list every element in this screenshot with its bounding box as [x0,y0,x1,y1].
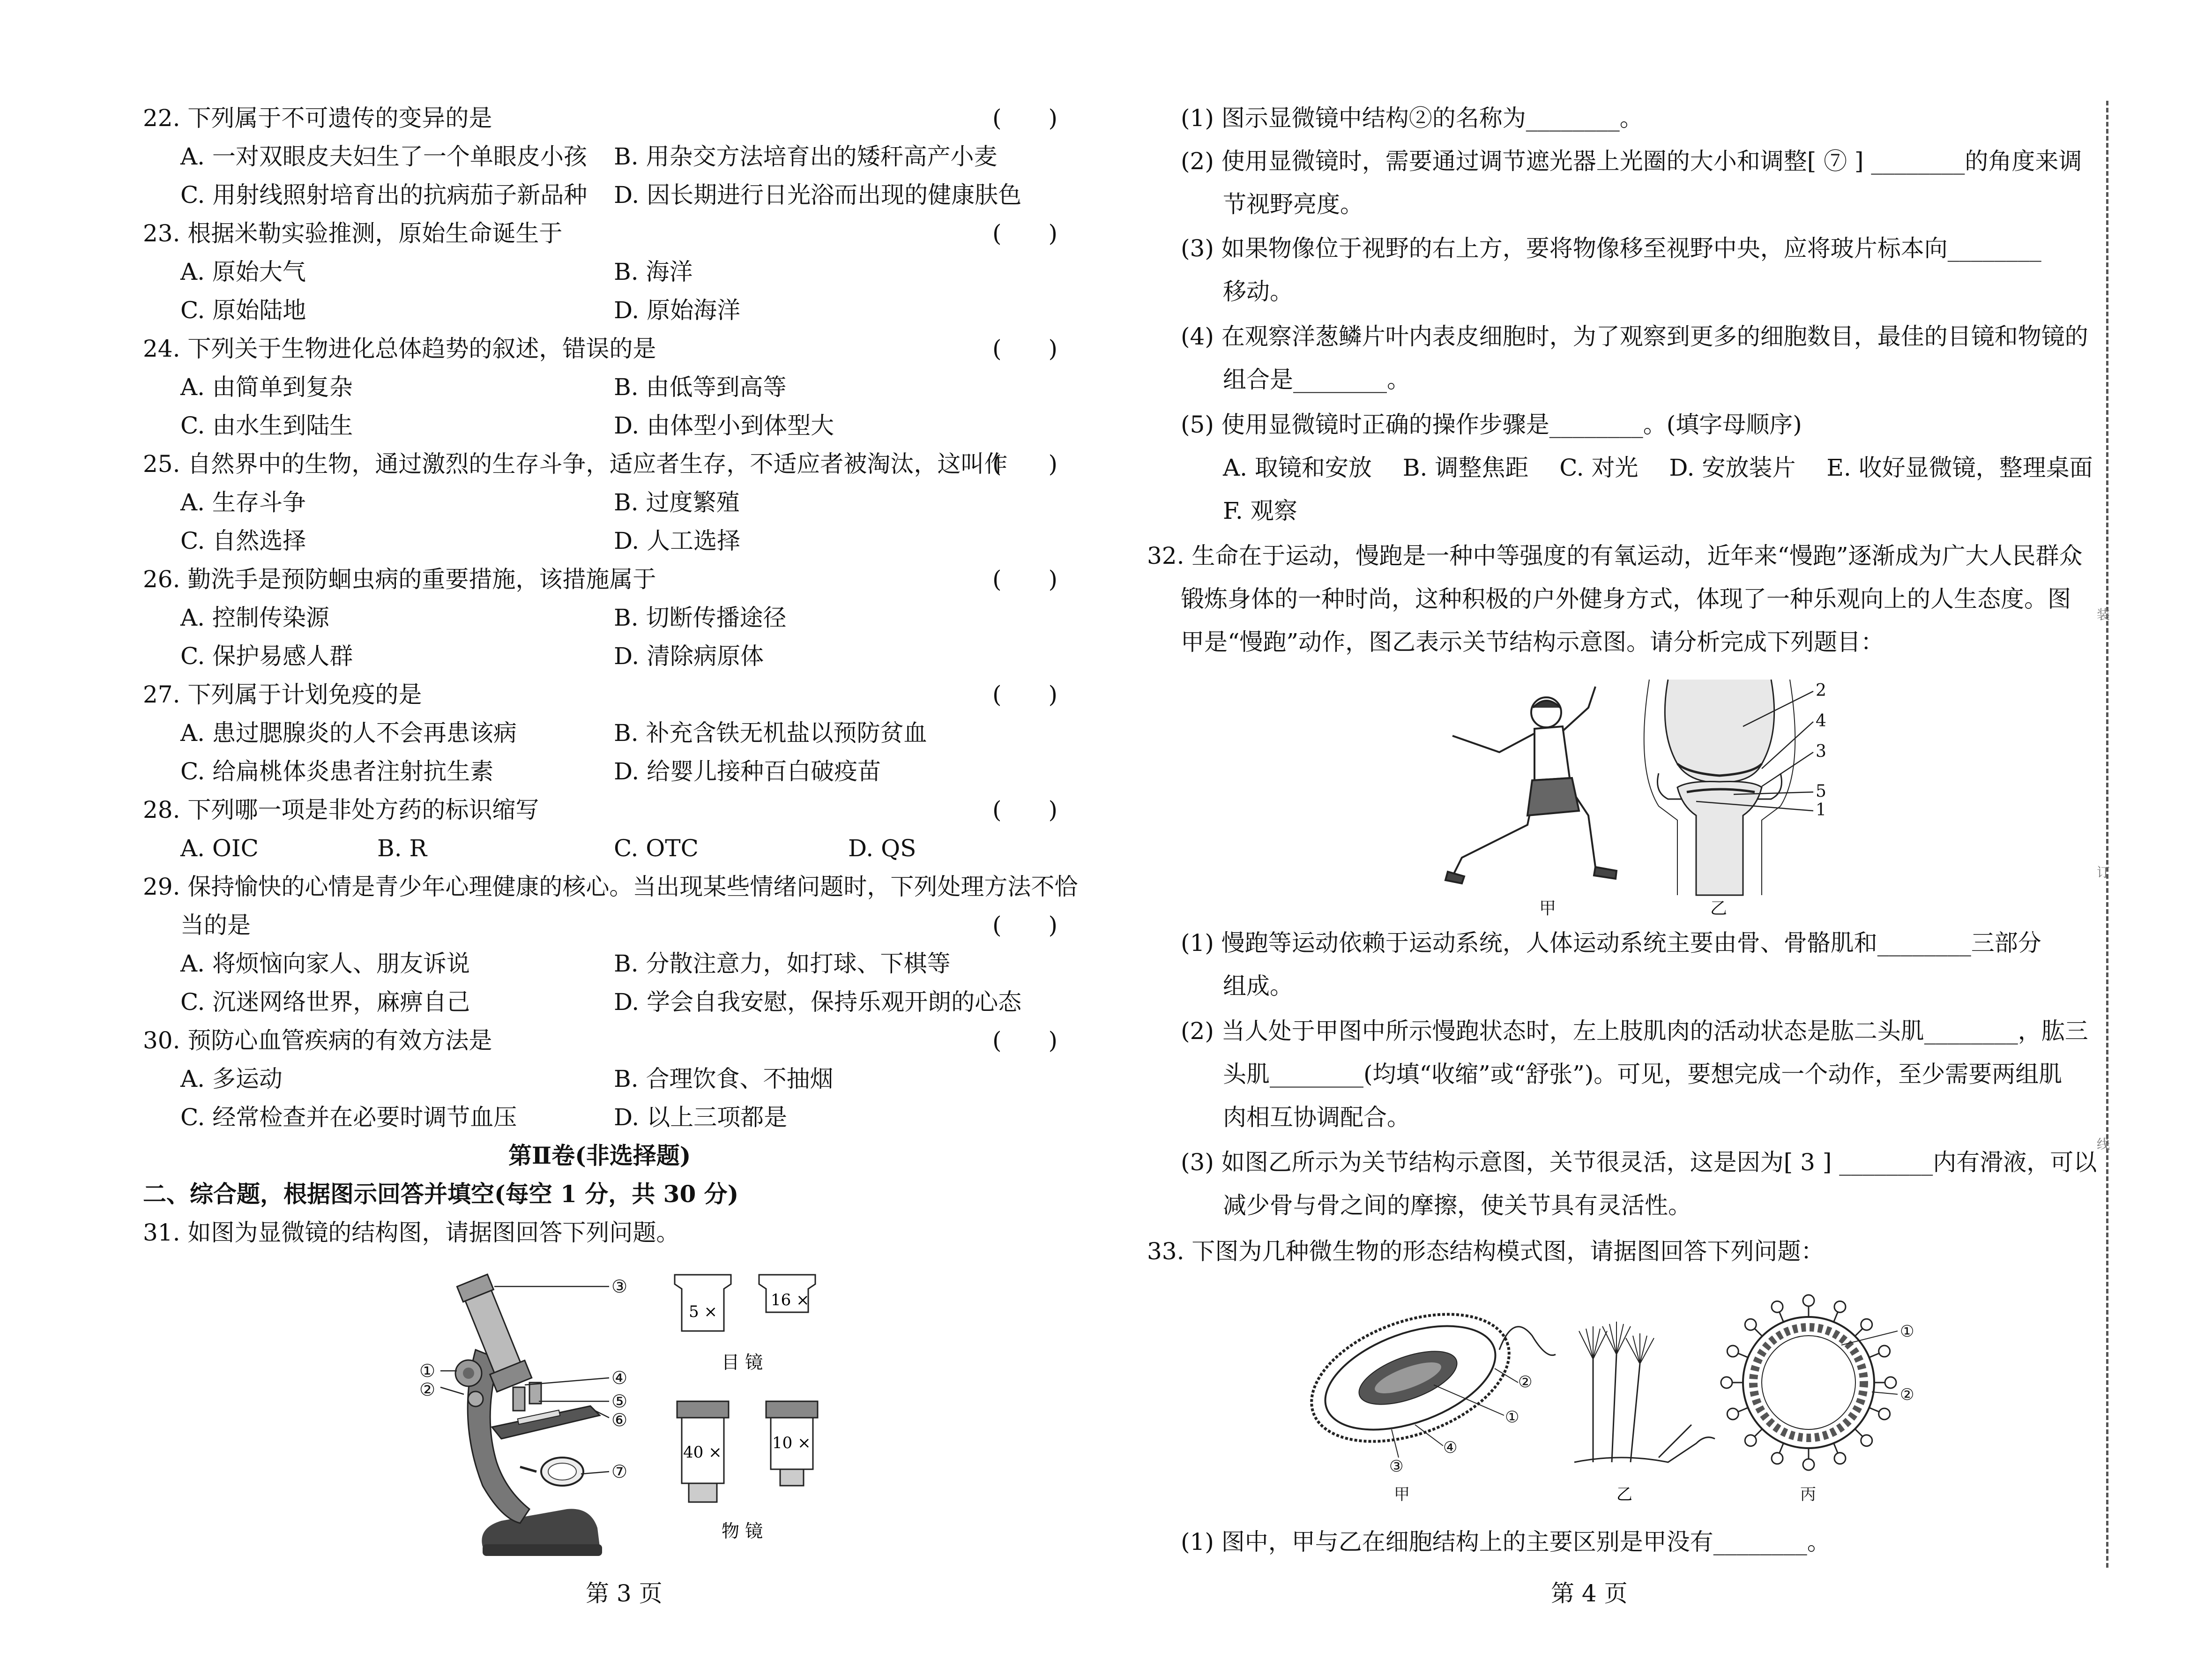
q32-sub2: (2) 当人处于甲图中所示慢跑状态时，左上肢肌肉的活动状态是肱二头肌________，肱三 [1181,1017,2088,1045]
option-26c: C. 保护易感人群 [180,643,353,670]
answer-paren-26: ( ) [992,566,1058,593]
option-27a: A. 患过腮腺炎的人不会再患该病 [180,719,517,747]
microscope-figure [412,1265,843,1565]
objective-10x-label: 10 × [772,1434,811,1452]
virus-spike-head [1745,1319,1756,1330]
question-32-line2: 锻炼身体的一种时尚，这种积极的户外健身方式，体现了一种乐观向上的人生态度。图 [1181,585,2071,613]
virus-spike-head [1861,1435,1872,1446]
q32-sub3: (3) 如图乙所示为关节结构示意图，关节很灵活，这是因为[ 3 ] ________内有滑液，可以 [1181,1149,2097,1176]
caption-microbe-jia: 甲 [1394,1485,1410,1504]
answer-paren-27: ( ) [992,681,1058,708]
virus-spike-head [1879,1408,1890,1420]
option-30c: C. 经常检查并在必要时调节血压 [180,1104,517,1131]
objective-caption: 物 镜 [722,1521,763,1541]
page-number-3: 第 3 页 [586,1580,663,1607]
question-30: 30. 预防心血管疾病的有效方法是 [143,1027,492,1054]
question-24: 24. 下列关于生物进化总体趋势的叙述，错误的是 [143,335,656,362]
q32-sub1-cont: 组成。 [1223,972,1293,1000]
answer-paren-29: ( ) [992,912,1058,939]
virus-spike-head [1803,1295,1814,1306]
caption-yi: 乙 [1710,899,1728,918]
option-26b: B. 切断传播途径 [614,604,787,631]
option-29a: A. 将烦恼向家人、朋友诉说 [180,950,470,977]
option-27c: C. 给扁桃体炎患者注射抗生素 [180,758,494,785]
q31-sub5: (5) 使用显微镜时正确的操作步骤是________。(填字母顺序) [1181,411,1802,438]
question-32: 32. 生命在于运动，慢跑是一种中等强度的有氧运动，近年来“慢跑”逐渐成为广大人民群众 [1147,542,2083,569]
option-30b: B. 合理饮食、不抽烟 [614,1065,834,1092]
q32-sub3-cont: 减少骨与骨之间的摩擦，使关节具有灵活性。 [1223,1192,1691,1219]
bacterium-label-4: ④ [1443,1438,1458,1457]
option-24b: B. 由低等到高等 [614,374,787,401]
question-31: 31. 如图为显微镜的结构图，请据图回答下列问题。 [143,1219,680,1246]
virus-spike-head [1834,1301,1846,1312]
q32-sub1: (1) 慢跑等运动依赖于运动系统，人体运动系统主要由骨、骨骼肌和________三部分 [1181,929,2041,957]
option-29b: B. 分散注意力，如打球、下棋等 [614,950,951,977]
label-7: ⑦ [611,1461,628,1482]
eyepiece-5x-label: 5 × [689,1302,717,1321]
bacterium-diagram [1294,1290,1556,1466]
answer-paren-25: ( ) [992,450,1058,478]
option-26d: D. 清除病原体 [614,643,764,670]
caption-microbe-yi: 乙 [1616,1485,1632,1504]
section-2-title: 第Ⅱ卷(非选择题) [508,1142,691,1169]
virus-diagram [1743,1317,1874,1448]
bacterium-label-1: ① [1505,1408,1519,1427]
objective-40x-label: 40 × [683,1443,722,1462]
microscope-foot [483,1544,602,1556]
virus-spike-head [1721,1377,1732,1388]
question-23: 23. 根据米勒实验推测，原始生命诞生于 [143,220,563,247]
option-22c: C. 用射线照射培育出的抗病茄子新品种 [180,181,588,209]
option-22b: B. 用杂交方法培育出的矮秆高产小麦 [614,143,998,170]
option-24d: D. 由体型小到体型大 [614,412,834,439]
answer-paren-28: ( ) [992,796,1058,823]
runner-figure [1445,687,1616,883]
q33-sub1: (1) 图中，甲与乙在细胞结构上的主要区别是甲没有________。 [1181,1528,1831,1555]
option-24a: A. 由简单到复杂 [180,374,353,401]
option-25c: C. 自然选择 [180,527,306,554]
virus-label-2: ② [1900,1385,1914,1404]
label-4: ④ [611,1368,628,1388]
option-26a: A. 控制传染源 [180,604,329,631]
objective-lens-2 [529,1383,541,1404]
joint-label-5: 5 [1816,782,1826,801]
stage [492,1406,600,1439]
q31-sub2-cont: 节视野亮度。 [1223,191,1363,218]
question-25: 25. 自然界中的生物，通过激烈的生存斗争，适应者生存，不适应者被淘汰，这叫作 [143,450,1008,478]
q31-sub3-cont: 移动。 [1223,278,1293,305]
label-3: ③ [611,1276,628,1297]
right-page [1106,0,2212,1660]
question-28: 28. 下列哪一项是非处方药的标识缩写 [143,796,539,823]
virus-spike-head [1745,1435,1756,1446]
binding-dashed-line [2106,101,2108,1568]
microscope-base [482,1509,600,1547]
q31-sub5-option-f: F. 观察 [1223,497,1297,524]
question-29-cont: 当的是 [180,912,251,939]
answer-paren-24: ( ) [992,335,1058,362]
option-30a: A. 多运动 [180,1065,283,1092]
binding-char-3: 线 [2097,1137,2110,1152]
running-joint-figure [1434,675,1855,919]
option-23d: D. 原始海洋 [614,297,741,324]
objective-lens-1 [513,1387,525,1411]
page-number-4: 第 4 页 [1551,1580,1628,1607]
option-28d: D. QS [848,835,916,862]
mold-diagram [1574,1322,1715,1462]
microbes-figure [1293,1284,1949,1509]
virus-spike-head [1834,1453,1846,1464]
question-22: 22. 下列属于不可遗传的变异的是 [143,105,492,132]
question-26: 26. 勤洗手是预防蛔虫病的重要措施，该措施属于 [143,566,656,593]
option-29c: C. 沉迷网络世界，麻痹自己 [180,988,470,1016]
knob-center [463,1368,474,1379]
question-27: 27. 下列属于计划免疫的是 [143,681,422,708]
option-23b: B. 海洋 [614,258,693,285]
bacterium-label-2: ② [1518,1373,1533,1391]
option-22a: A. 一对双眼皮夫妇生了一个单眼皮小孩 [180,143,587,170]
answer-paren-22: ( ) [992,105,1058,132]
bacterium-label-3: ③ [1389,1457,1404,1476]
option-25a: A. 生存斗争 [180,489,306,516]
caption-jia: 甲 [1539,899,1557,918]
caption-microbe-bing: 丙 [1800,1485,1816,1504]
virus-spike-head [1861,1319,1872,1330]
option-25b: B. 过度繁殖 [614,489,740,516]
option-28a: A. OIC [180,835,259,862]
virus-spike-head [1879,1346,1890,1357]
option-27b: B. 补充含铁无机盐以预防贫血 [614,719,927,747]
virus-spike-head [1885,1377,1896,1388]
eyepiece-16x-label: 16 × [771,1291,810,1309]
q31-sub5-options: A. 取镜和安放 B. 调整焦距 C. 对光 D. 安放装片 E. 收好显微镜，整理桌面 [1223,454,2093,481]
option-27d: D. 给婴儿接种百白破疫苗 [614,758,881,785]
label-5: ⑤ [611,1391,628,1412]
answer-paren-30: ( ) [992,1027,1058,1054]
q32-sub2-cont: 头肌________(均填“收缩”或“舒张”)。可见，要想完成一个动作，至少需要两组肌 [1223,1061,2063,1088]
q31-sub2: (2) 使用显微镜时，需要通过调节遮光器上光圈的大小和调整[ ⑦ ] ________的角度来调 [1181,148,2082,175]
label-6: ⑥ [611,1410,628,1430]
label-1: ① [419,1361,436,1381]
joint-label-4: 4 [1816,711,1826,731]
eyepiece-caption: 目 镜 [722,1352,763,1373]
section-2-subtitle: 二、综合题，根据图示回答并填空(每空 1 分，共 30 分) [143,1180,739,1208]
binding-char-2: 订 [2097,865,2110,880]
option-23c: C. 原始陆地 [180,297,306,324]
q31-sub4-cont: 组合是________。 [1223,366,1410,393]
option-22d: D. 因长期进行日光浴而出现的健康肤色 [614,181,1022,209]
option-28c: C. OTC [614,835,699,862]
virus-spike-head [1772,1453,1783,1464]
option-29d: D. 学会自我安慰，保持乐观开朗的心态 [614,988,1022,1016]
q31-sub3: (3) 如果物像位于视野的右上方，要将物像移至视野中央，应将玻片标本向________ [1181,235,2041,262]
fine-knob [468,1391,483,1406]
question-33: 33. 下图为几种微生物的形态结构模式图，请据图回答下列问题： [1147,1238,1825,1265]
option-23a: A. 原始大气 [180,258,306,285]
q32-sub2-cont2: 肉相互协调配合。 [1223,1104,1410,1131]
virus-spike-head [1772,1301,1783,1312]
joint-label-2: 2 [1816,681,1826,700]
option-25d: D. 人工选择 [614,527,741,554]
answer-paren-23: ( ) [992,220,1058,247]
virus-spike-head [1727,1346,1738,1357]
virus-spike-head [1803,1459,1814,1470]
q31-sub4: (4) 在观察洋葱鳞片叶内表皮细胞时，为了观察到更多的细胞数目，最佳的目镜和物镜的 [1181,323,2088,350]
joint-label-3: 3 [1816,742,1826,761]
binding-char-1: 装 [2097,607,2110,622]
label-2: ② [419,1379,436,1400]
q31-sub1: (1) 图示显微镜中结构②的名称为________。 [1181,105,1643,132]
joint-label-1: 1 [1816,800,1826,820]
virus-spike-head [1727,1408,1738,1420]
virus-label-1: ① [1900,1322,1914,1341]
question-29: 29. 保持愉快的心情是青少年心理健康的核心。当出现某些情绪问题时，下列处理方法不恰 [143,873,1078,900]
option-24c: C. 由水生到陆生 [180,412,353,439]
option-28b: B. R [377,835,427,862]
option-30d: D. 以上三项都是 [614,1104,788,1131]
question-32-line3: 甲是“慢跑”动作，图乙表示关节结构示意图。请分析完成下列题目： [1181,628,1884,656]
